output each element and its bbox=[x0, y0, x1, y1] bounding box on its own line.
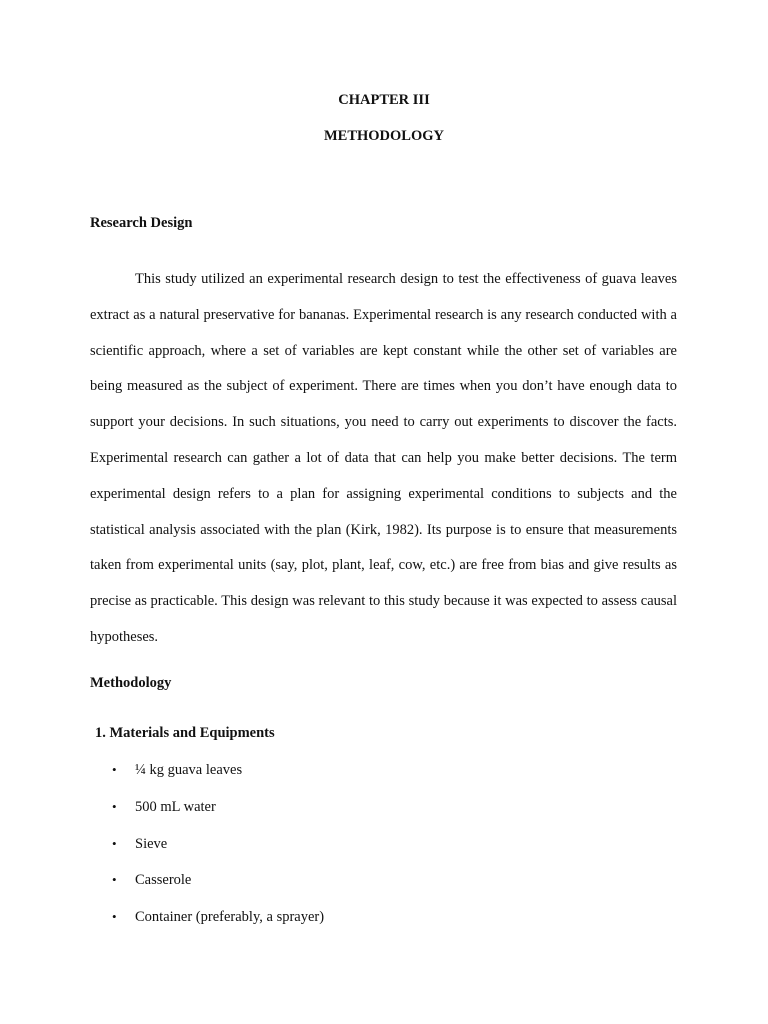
list-item-text: Container (preferably, a sprayer) bbox=[135, 909, 325, 925]
chapter-title: METHODOLOGY bbox=[323, 128, 445, 144]
list-item-text: Sieve bbox=[135, 836, 168, 852]
list-item-text: 500 mL water bbox=[135, 799, 216, 815]
bullet-icon: • bbox=[112, 762, 117, 777]
bullet-icon: • bbox=[112, 909, 117, 924]
research-design-paragraph: This study utilized an experimental research design to test the effectiveness of guava leaves extract as a natural preservative for bananas. Experimental research is any research conducted with a scientific approach, where a set of variables are kept constant while the other set of variables are being measured as the subject of experiment. There are times when you don’t have enough data to support your decisions. In such situations, you need to carry out experiments to discover the facts. Experimental research can gather a lot of data that can help you make better decisions. The term experimental design refers to a plan for assigning experimental conditions to subjects and the statistical analysis associated with the plan (Kirk, 1982). Its purpose is to ensure that measurements taken from experimental units (say, plot, plant, leaf, cow, etc.) are free from bias and give results as precise as practicable. This design was relevant to this study because it was expected to assess causal hypotheses. bbox=[90, 271, 677, 645]
list-item bbox=[112, 799, 216, 816]
list-item bbox=[112, 872, 191, 889]
section-heading-methodology: Methodology bbox=[90, 675, 172, 691]
list-item bbox=[112, 762, 242, 779]
bullet-icon: • bbox=[112, 872, 117, 887]
list-item bbox=[112, 909, 324, 926]
section-heading-research-design: Research Design bbox=[90, 215, 193, 231]
chapter-number: CHAPTER III bbox=[338, 92, 430, 108]
list-item-text: Casserole bbox=[135, 872, 192, 888]
list-item-text: ¼ kg guava leaves bbox=[135, 762, 243, 778]
bullet-icon: • bbox=[112, 836, 117, 851]
subsection-heading-materials: 1. Materials and Equipments bbox=[95, 725, 275, 741]
bullet-icon: • bbox=[112, 799, 117, 814]
list-item bbox=[112, 836, 167, 853]
